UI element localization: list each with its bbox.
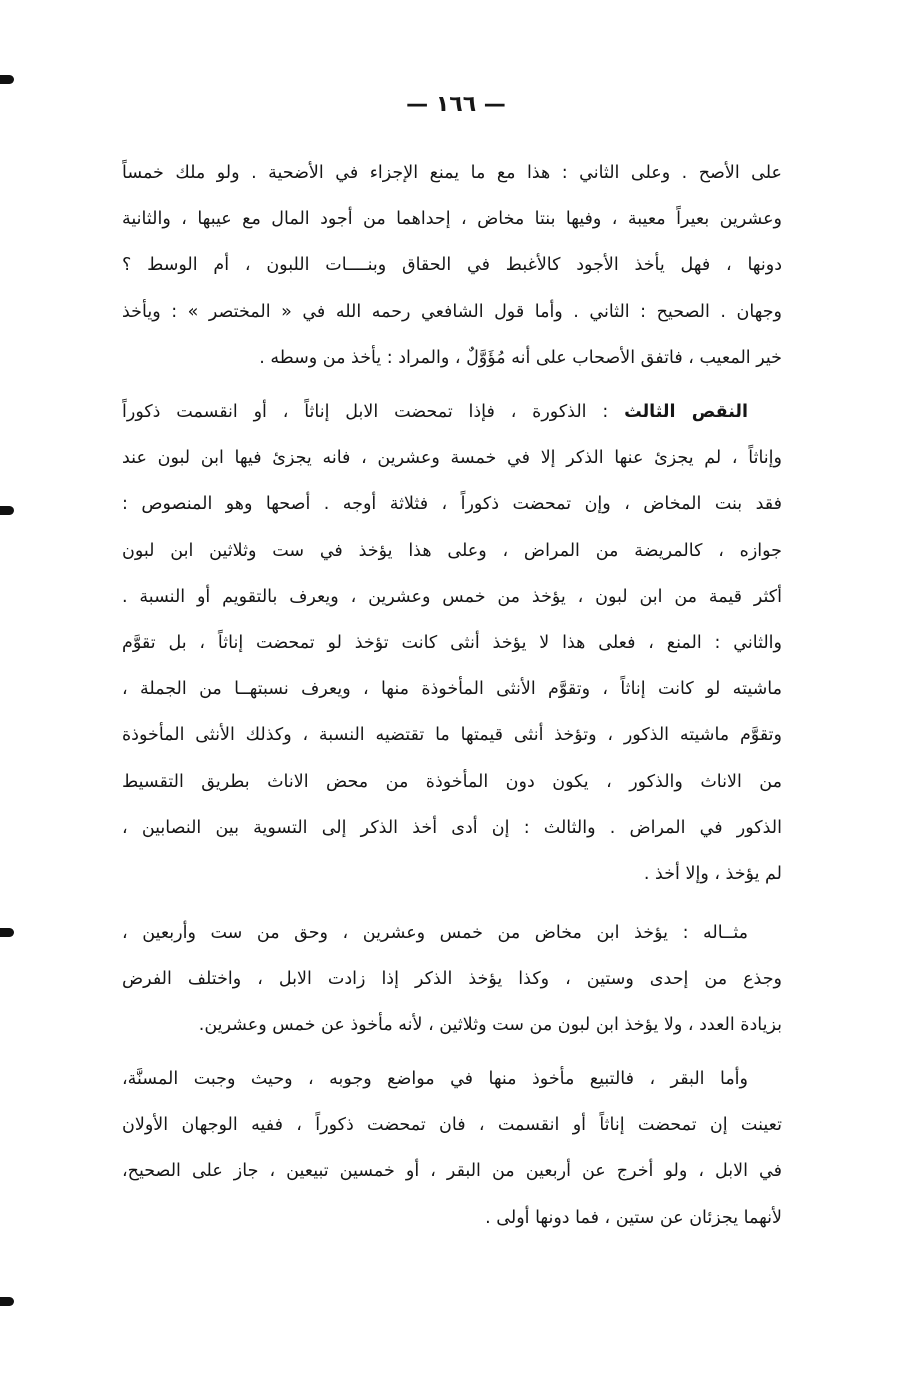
page-number: — ١٦٦ — — [406, 92, 506, 117]
text-line: لم يؤخذ ، وإلا أخذ . — [643, 864, 782, 885]
text-line: أكثر قيمة من ابن لبون ، يؤخذ من خمس وعشرين ، ويعرف بالتقويم أو النسبة . — [122, 586, 782, 607]
text-line — [122, 389, 782, 435]
scan-edge-mark — [0, 1297, 14, 1306]
text-line: دونها ، فهل يأخذ الأجود كالأغبط في الحقاق وبنــــات اللبون ، أم الوسط ؟ — [122, 255, 782, 276]
text-line: من الاناث والذكور ، يكون دون المأخوذة من محض الاناث بطريق التقسيط — [122, 771, 782, 792]
paragraph-1 — [122, 150, 782, 381]
text-line: خير المعيب ، فاتفق الأصحاب على أنه مُؤَوَّلٌ ، والمراد : يأخذ من وسطه . — [259, 347, 782, 368]
text-line: ماشيته لو كانت إناثاً ، وتقوَّم الأنثى المأخوذة منها ، ويعرف نسبتهــا من الجملة ، — [122, 679, 782, 700]
text-line: مثــاله : يؤخذ ابن مخاض من خمس وعشرين ، وحق من ست وأربعين ، — [122, 923, 748, 943]
text-line: وأما البقر ، فالتبيع مأخوذ منها في مواضع وجوبه ، وحيث وجبت المسنَّة، — [122, 1069, 748, 1089]
text-line: لأنهما يجزئان عن ستين ، فما دونها أولى . — [485, 1207, 782, 1228]
scan-edge-mark — [0, 928, 14, 937]
text-line: والثاني : المنع ، فعلى هذا لا يؤخذ أنثى كانت تؤخذ لو تمحضت إناثاً ، بل تقوَّم — [122, 633, 782, 654]
text-line: فقد بنت المخاض ، وإن تمحضت ذكوراً ، فثلاثة أوجه . أصحها وهو المنصوص : — [122, 494, 782, 515]
text-line: تعينت إن تمحضت إناثاً أو انقسمت ، فان تمحضت ذكوراً ، ففيه الوجهان الأولان — [122, 1115, 782, 1136]
paragraph-4 — [122, 1056, 782, 1241]
text-line: وعشرين بعيراً معيبة ، وفيها بنتا مخاض ، إحداهما من أجود المال مع عيبها ، والثانية — [122, 209, 782, 230]
paragraph-2 — [122, 389, 782, 897]
text-line: الذكور في المراض . والثالث : إن أدى أخذ الذكر إلى التسوية بين النصابين ، — [122, 817, 782, 838]
text-line: وجهان . الصحيح : الثاني . وأما قول الشافعي رحمه الله في « المختصر » : ويأخذ — [122, 301, 782, 322]
scan-edge-mark — [0, 75, 14, 84]
text-line: في الابل ، ولو أخرج عن أربعين من البقر ، أو خمسين تبيعين ، جاز على الصحيح، — [122, 1161, 782, 1182]
paragraph-3 — [122, 910, 782, 1049]
scan-edge-mark — [0, 506, 14, 515]
text-line: وجذع من إحدى وستين ، وكذا يؤخذ الذكر إذا زادت الابل ، واختلف الفرض — [122, 969, 782, 990]
section-heading: النقص الثالث — [624, 402, 748, 422]
text-line: جوازه ، كالمريضة من المراض ، وعلى هذا يؤخذ في ست وثلاثين ابن لبون — [122, 540, 782, 561]
text-line: وتقوَّم ماشيته الذكور ، وتؤخذ أنثى قيمتها ما تقتضيه النسبة ، وكذلك الأنثى المأخوذة — [122, 725, 782, 746]
text-line-rest: : الذكورة ، فإذا تمحضت الابل إناثاً ، أو انقسمت ذكوراً — [122, 402, 609, 422]
text-line: على الأصح . وعلى الثاني : هذا مع ما يمنع الإجزاء في الأضحية . ولو ملك خمساً — [122, 163, 782, 183]
text-line: وإناثاً ، لم يجزئ عنها الذكر إلا في خمسة وعشرين ، فانه يجزئ فيها ابن لبون عند — [122, 448, 782, 469]
text-line: بزيادة العدد ، ولا يؤخذ ابن لبون من ست وثلاثين ، لأنه مأخوذ عن خمس وعشرين. — [198, 1015, 782, 1036]
